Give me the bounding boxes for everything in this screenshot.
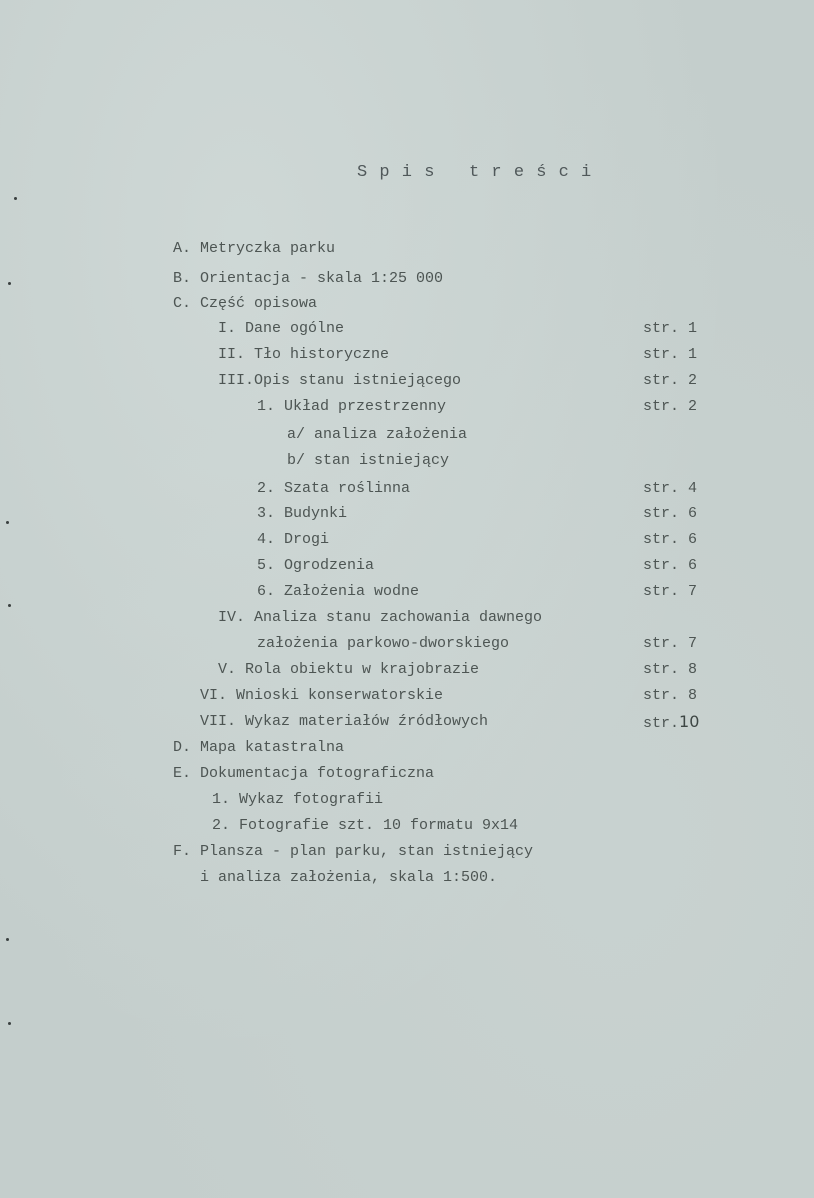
title-text: S p i s t r e ś c i — [357, 163, 593, 182]
toc-entry: VII. Wykaz materiałów źródłowych — [200, 713, 489, 730]
toc-entry: 2. Szata roślinna — [257, 480, 411, 497]
page-prefix: str. — [643, 715, 680, 732]
toc-page-number — [643, 710, 699, 734]
toc-entry: 1. Układ przestrzenny — [257, 398, 447, 415]
toc-entry: 1. Wykaz fotografii — [212, 791, 384, 808]
toc-page-number: str. 4 — [643, 480, 698, 497]
toc-entry: III.Opis stanu istniejącego — [218, 372, 462, 389]
toc-entry: 5. Ogrodzenia — [257, 557, 375, 574]
toc-page-number: str. 7 — [643, 583, 698, 600]
punch-mark — [14, 197, 17, 200]
toc-entry: IV. Analiza stanu zachowania dawnego — [218, 609, 543, 626]
toc-page-number: str. 6 — [643, 557, 698, 574]
toc-page-number: str. 2 — [643, 372, 698, 389]
toc-entry: założenia parkowo-dworskiego — [257, 635, 510, 652]
toc-entry: 6. Założenia wodne — [257, 583, 420, 600]
toc-entry: V. Rola obiektu w krajobrazie — [218, 661, 480, 678]
handwritten-page-number: 10 — [679, 712, 700, 731]
punch-mark — [8, 282, 11, 285]
toc-entry: 3. Budynki — [257, 505, 348, 522]
toc-entry: D. Mapa katastralna — [173, 739, 345, 756]
toc-entry: I. Dane ogólne — [218, 320, 345, 337]
toc-entry: 2. Fotografie szt. 10 formatu 9x14 — [212, 817, 519, 834]
toc-entry: i analiza założenia, skala 1:500. — [200, 869, 498, 886]
punch-mark — [6, 938, 9, 941]
toc-page-number: str. 8 — [643, 687, 698, 704]
toc-entry: 4. Drogi — [257, 531, 330, 548]
toc-page-number: str. 1 — [643, 320, 698, 337]
toc-entry: C. Część opisowa — [173, 295, 318, 312]
toc-entry: E. Dokumentacja fotograficzna — [173, 765, 435, 782]
toc-page-number: str. 7 — [643, 635, 698, 652]
toc-entry: a/ analiza założenia — [287, 426, 468, 443]
toc-entry: VI. Wnioski konserwatorskie — [200, 687, 444, 704]
punch-mark — [6, 521, 9, 524]
toc-entry: F. Plansza - plan parku, stan istniejący — [173, 843, 534, 860]
toc-entry: b/ stan istniejący — [287, 452, 450, 469]
toc-page-number: str. 8 — [643, 661, 698, 678]
toc-page-number: str. 2 — [643, 398, 698, 415]
toc-page-number: str. 1 — [643, 346, 698, 363]
toc-entry: II. Tło historyczne — [218, 346, 390, 363]
toc-page-number: str. 6 — [643, 531, 698, 548]
toc-entry: B. Orientacja - skala 1:25 000 — [173, 270, 444, 287]
toc-page-number: str. 6 — [643, 505, 698, 522]
page-title — [357, 163, 592, 182]
punch-mark — [8, 1022, 11, 1025]
punch-mark — [8, 604, 11, 607]
toc-entry: A. Metryczka parku — [173, 240, 336, 257]
